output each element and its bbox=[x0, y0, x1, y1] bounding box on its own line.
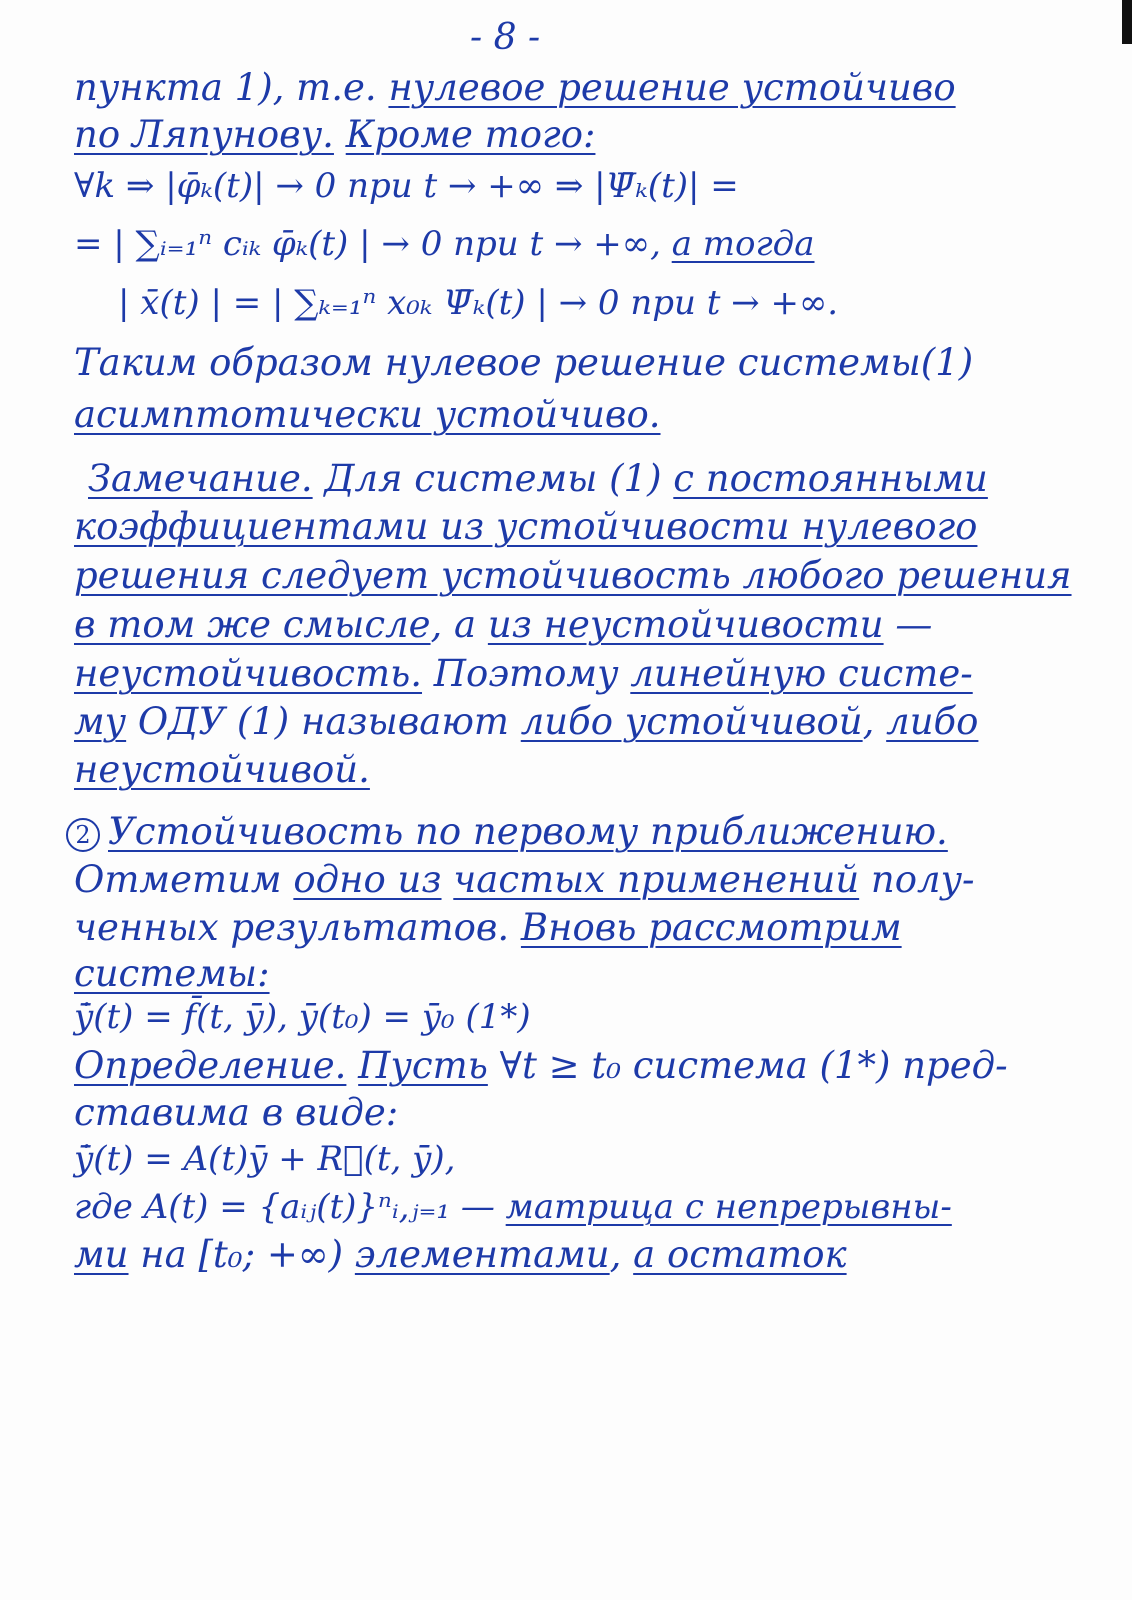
text-line bbox=[66, 810, 948, 854]
text-segment: ẏ̄(t) = A(t)ȳ + R⃗(t, ȳ), bbox=[74, 1139, 456, 1179]
text-segment: ∀t ≥ t₀ система (1*) пред- bbox=[487, 1044, 1008, 1087]
text-line bbox=[74, 341, 973, 385]
text-line bbox=[74, 66, 956, 110]
underlined-text: Пусть bbox=[358, 1044, 488, 1087]
text-segment: = | ∑ᵢ₌₁ⁿ cᵢₖ φ̄ₖ(t) | → 0 при t → +∞, bbox=[74, 224, 672, 264]
text-segment: , а bbox=[430, 603, 488, 646]
text-segment: ставима в виде: bbox=[74, 1091, 399, 1134]
text-line bbox=[74, 995, 531, 1039]
text-line bbox=[74, 554, 1072, 598]
text-line bbox=[74, 603, 932, 647]
text-segment: ∀k ⇒ |φ̄ₖ(t)| → 0 при t → +∞ ⇒ |Ψ̄ₖ(t)| = bbox=[74, 166, 739, 206]
text-segment: Отметим bbox=[74, 858, 294, 901]
underlined-text: коэффициентами из устойчивости нулевого bbox=[74, 505, 978, 548]
text-segment bbox=[334, 113, 346, 156]
text-segment: где A(t) = {aᵢⱼ(t)}ⁿᵢ,ⱼ₌₁ — bbox=[74, 1187, 506, 1227]
underlined-text: нулевое решение устойчиво bbox=[388, 66, 956, 109]
underlined-text: с постоянными bbox=[673, 457, 988, 500]
text-line bbox=[74, 164, 739, 208]
text-line bbox=[74, 906, 902, 950]
underlined-text: Кроме того: bbox=[345, 113, 596, 156]
text-line bbox=[74, 1233, 847, 1277]
underlined-text: линейную систе- bbox=[630, 652, 973, 695]
underlined-text: а тогда bbox=[671, 224, 815, 264]
text-segment: Поэтому bbox=[422, 652, 631, 695]
text-line bbox=[74, 113, 595, 157]
text-segment: на [t₀; +∞) bbox=[128, 1233, 355, 1276]
underlined-text: Замечание. bbox=[88, 457, 313, 500]
text-line bbox=[74, 748, 370, 792]
underlined-text: в том же смысле bbox=[74, 603, 431, 646]
text-segment: полу- bbox=[859, 858, 975, 901]
underlined-text: Вновь рассмотрим bbox=[520, 906, 902, 949]
text-segment bbox=[346, 1044, 358, 1087]
underlined-text: либо устойчивой bbox=[520, 700, 863, 743]
underlined-text: Определение. bbox=[74, 1044, 347, 1087]
text-line bbox=[74, 1044, 1008, 1088]
underlined-text: а остаток bbox=[633, 1233, 847, 1276]
underlined-text: Устойчивость по первому приближению. bbox=[108, 810, 948, 853]
text-segment: , bbox=[609, 1233, 634, 1276]
text-line bbox=[74, 1137, 455, 1181]
underlined-text: му bbox=[74, 700, 127, 743]
text-segment: Таким образом нулевое решение системы(1) bbox=[74, 341, 974, 384]
underlined-text: частых применений bbox=[453, 858, 860, 901]
underlined-text: системы: bbox=[74, 952, 270, 995]
text-segment: ẏ̄(t) = f̄(t, ȳ), ȳ(t₀) = ȳ₀ (1*) bbox=[74, 997, 531, 1037]
text-line bbox=[74, 952, 270, 996]
text-line bbox=[118, 281, 838, 325]
text-segment: пункта 1), т.е. bbox=[74, 66, 389, 109]
text-line bbox=[74, 505, 977, 549]
underlined-text: решения следует устойчивость любого решения bbox=[74, 554, 1072, 597]
text-segment: ОДУ (1) называют bbox=[126, 700, 521, 743]
underlined-text: матрица с непрерывны- bbox=[505, 1187, 952, 1227]
text-line bbox=[74, 1091, 398, 1135]
text-segment bbox=[509, 906, 521, 949]
underlined-text: ми bbox=[74, 1233, 129, 1276]
text-line bbox=[74, 652, 973, 696]
text-segment: | x̄(t) | = | ∑ₖ₌₁ⁿ x₀ₖ Ψ̄ₖ(t) | → 0 при t → +∞. bbox=[118, 283, 839, 323]
text-segment: , bbox=[862, 700, 887, 743]
underlined-text: неустойчивой. bbox=[74, 748, 370, 791]
underlined-text: неустойчивость. bbox=[74, 652, 423, 695]
text-segment: ченных результатов. bbox=[74, 906, 510, 949]
underlined-text: по Ляпунову. bbox=[74, 113, 334, 156]
text-line bbox=[74, 1185, 952, 1229]
page-number: - 8 - bbox=[470, 17, 541, 58]
underlined-text: одно из bbox=[293, 858, 442, 901]
text-segment: — bbox=[883, 603, 933, 646]
text-segment: Для системы (1) bbox=[312, 457, 674, 500]
section-number-circle: 2 bbox=[66, 818, 100, 852]
text-line bbox=[74, 700, 978, 744]
text-line bbox=[74, 858, 975, 902]
underlined-text: элементами bbox=[354, 1233, 610, 1276]
text-segment bbox=[442, 858, 454, 901]
underlined-text: из неустойчивости bbox=[487, 603, 884, 646]
underlined-text: асимптотически устойчиво. bbox=[74, 393, 661, 436]
scan-edge-mark bbox=[1122, 0, 1132, 44]
text-line bbox=[88, 457, 988, 501]
text-line bbox=[74, 393, 661, 437]
text-line bbox=[74, 222, 815, 266]
underlined-text: либо bbox=[886, 700, 979, 743]
